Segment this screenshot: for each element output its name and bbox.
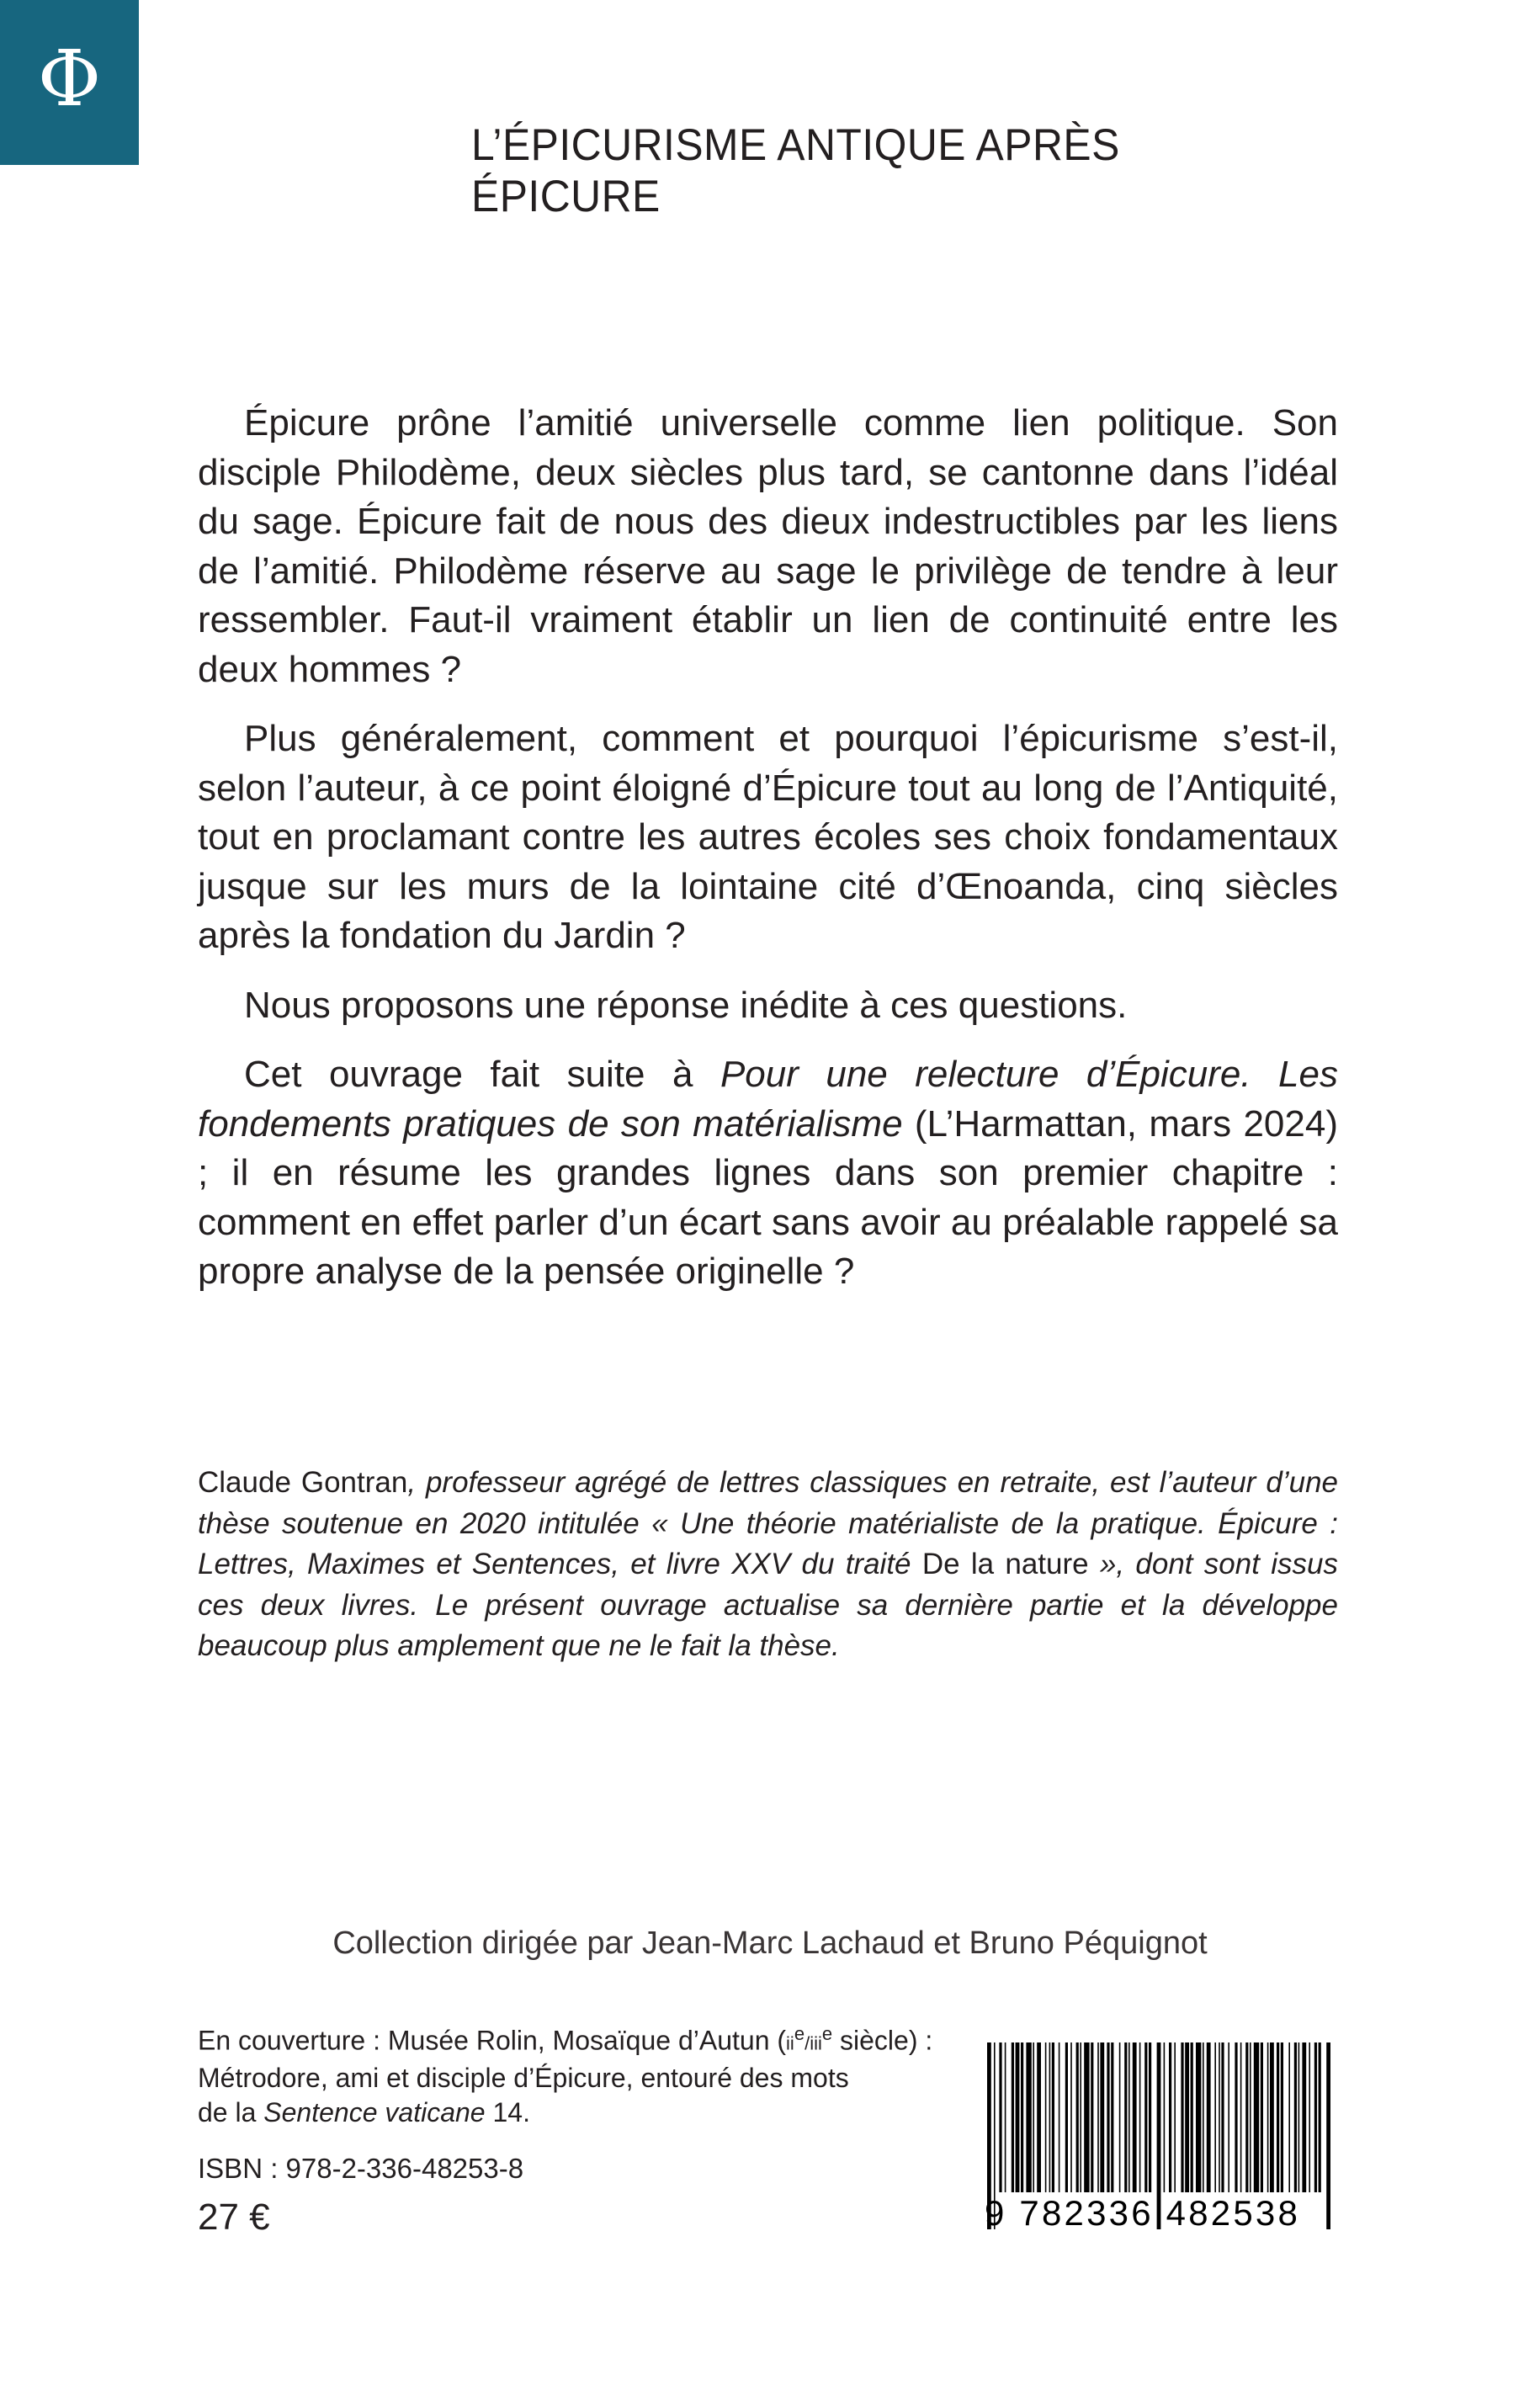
century-slash: / bbox=[805, 2032, 810, 2054]
p4-text-a: Cet ouvrage fait suite à bbox=[244, 1054, 720, 1095]
publisher-logo bbox=[0, 0, 139, 165]
summary-text bbox=[198, 399, 1338, 1317]
book-title: L’ÉPICURISME ANTIQUE APRÈS ÉPICURE bbox=[471, 120, 1120, 221]
summary-paragraph-1: Épicure prône l’amitié universelle comme lien politique. Son disciple Philodème, deux siècles plus tard, se cantonne dans l’idéal du sage. Épicure fait de nous des dieux indestructibles par les liens de l’amitié. Philodème réserve au sage le privilège de tendre à leur ressembler. Faut-il vraiment établir un lien de continuité entre les deux hommes ? bbox=[198, 402, 1338, 690]
cover-credits-line-2: Métrodore, ami et disciple d’Épicure, entouré des mots bbox=[198, 2062, 849, 2093]
cover-line1-a: En couverture : Musée Rolin, Mosaïque d’Autun ( bbox=[198, 2025, 787, 2056]
author-bio-text-a: , professeur agrégé de lettres classiques en retraite, est l’auteur d’une thèse soutenue en 2020 intitulée « Une théorie matérialiste de la pratique. Épicure : Lettres, Maximes et Sentences, et livre XXV du traité bbox=[198, 1466, 1338, 1580]
cover-line3-b: 14. bbox=[485, 2096, 530, 2127]
cover-credits bbox=[198, 2016, 955, 2130]
phi-logo-icon: Φ bbox=[37, 34, 102, 124]
collection-credits: Collection dirigée par Jean-Marc Lachaud et Bruno Péquignot bbox=[332, 1926, 1208, 1961]
cover-line3-a: de la bbox=[198, 2096, 264, 2127]
treatise-title: De la nature bbox=[921, 1548, 1089, 1580]
sup-e-1: e bbox=[794, 2023, 805, 2044]
author-bio bbox=[198, 1463, 1338, 1667]
summary-paragraph-2: Plus généralement, comment et pourquoi l’épicurisme s’est-il, selon l’auteur, à ce point éloigné d’Épicure tout au long de l’Antiquité, tout en proclamant contre les autres écoles ses choix fondamentaux jusque sur les murs de la lointaine cité d’Œnoanda, cinq siècles après la fondation du Jardin ? bbox=[198, 718, 1338, 956]
summary-paragraph-3: Nous proposons une réponse inédite à ces questions. bbox=[244, 984, 1128, 1026]
cover-credits-line-1 bbox=[198, 2016, 955, 2061]
summary-paragraph-4 bbox=[198, 1050, 1338, 1297]
cover-credits-line-3 bbox=[198, 2096, 955, 2130]
author-bio-text-b: », dont sont issus ces deux livres. Le présent ouvrage actualise sa dernière partie et la développe beaucoup plus amplement que ne le fait la thèse. bbox=[198, 1548, 1338, 1662]
century-ii: ii bbox=[786, 2032, 794, 2054]
century-iii: iii bbox=[810, 2032, 822, 2054]
price: 27 € bbox=[198, 2196, 270, 2238]
sentence-vaticane: Sentence vaticane bbox=[263, 2096, 486, 2127]
cover-line1-b: siècle) : bbox=[832, 2025, 933, 2056]
referenced-book-title: Pour une relecture d’Épicure. Les fondements pratiques de son matérialisme bbox=[198, 1054, 1338, 1145]
p4-text-b: (L’Harmattan, mars 2024) ; il en résume les grandes lignes dans son premier chapitre : comment en effet parler d’un écart sans avoir au préalable rappelé sa propre analyse de la pensée originelle ? bbox=[198, 1102, 1338, 1292]
author-name: Claude Gontran bbox=[198, 1466, 408, 1499]
barcode-digits: 9 782336 482538 bbox=[985, 2193, 1300, 2233]
sup-e-2: e bbox=[821, 2023, 833, 2044]
isbn: ISBN : 978-2-336-48253-8 bbox=[198, 2153, 524, 2184]
